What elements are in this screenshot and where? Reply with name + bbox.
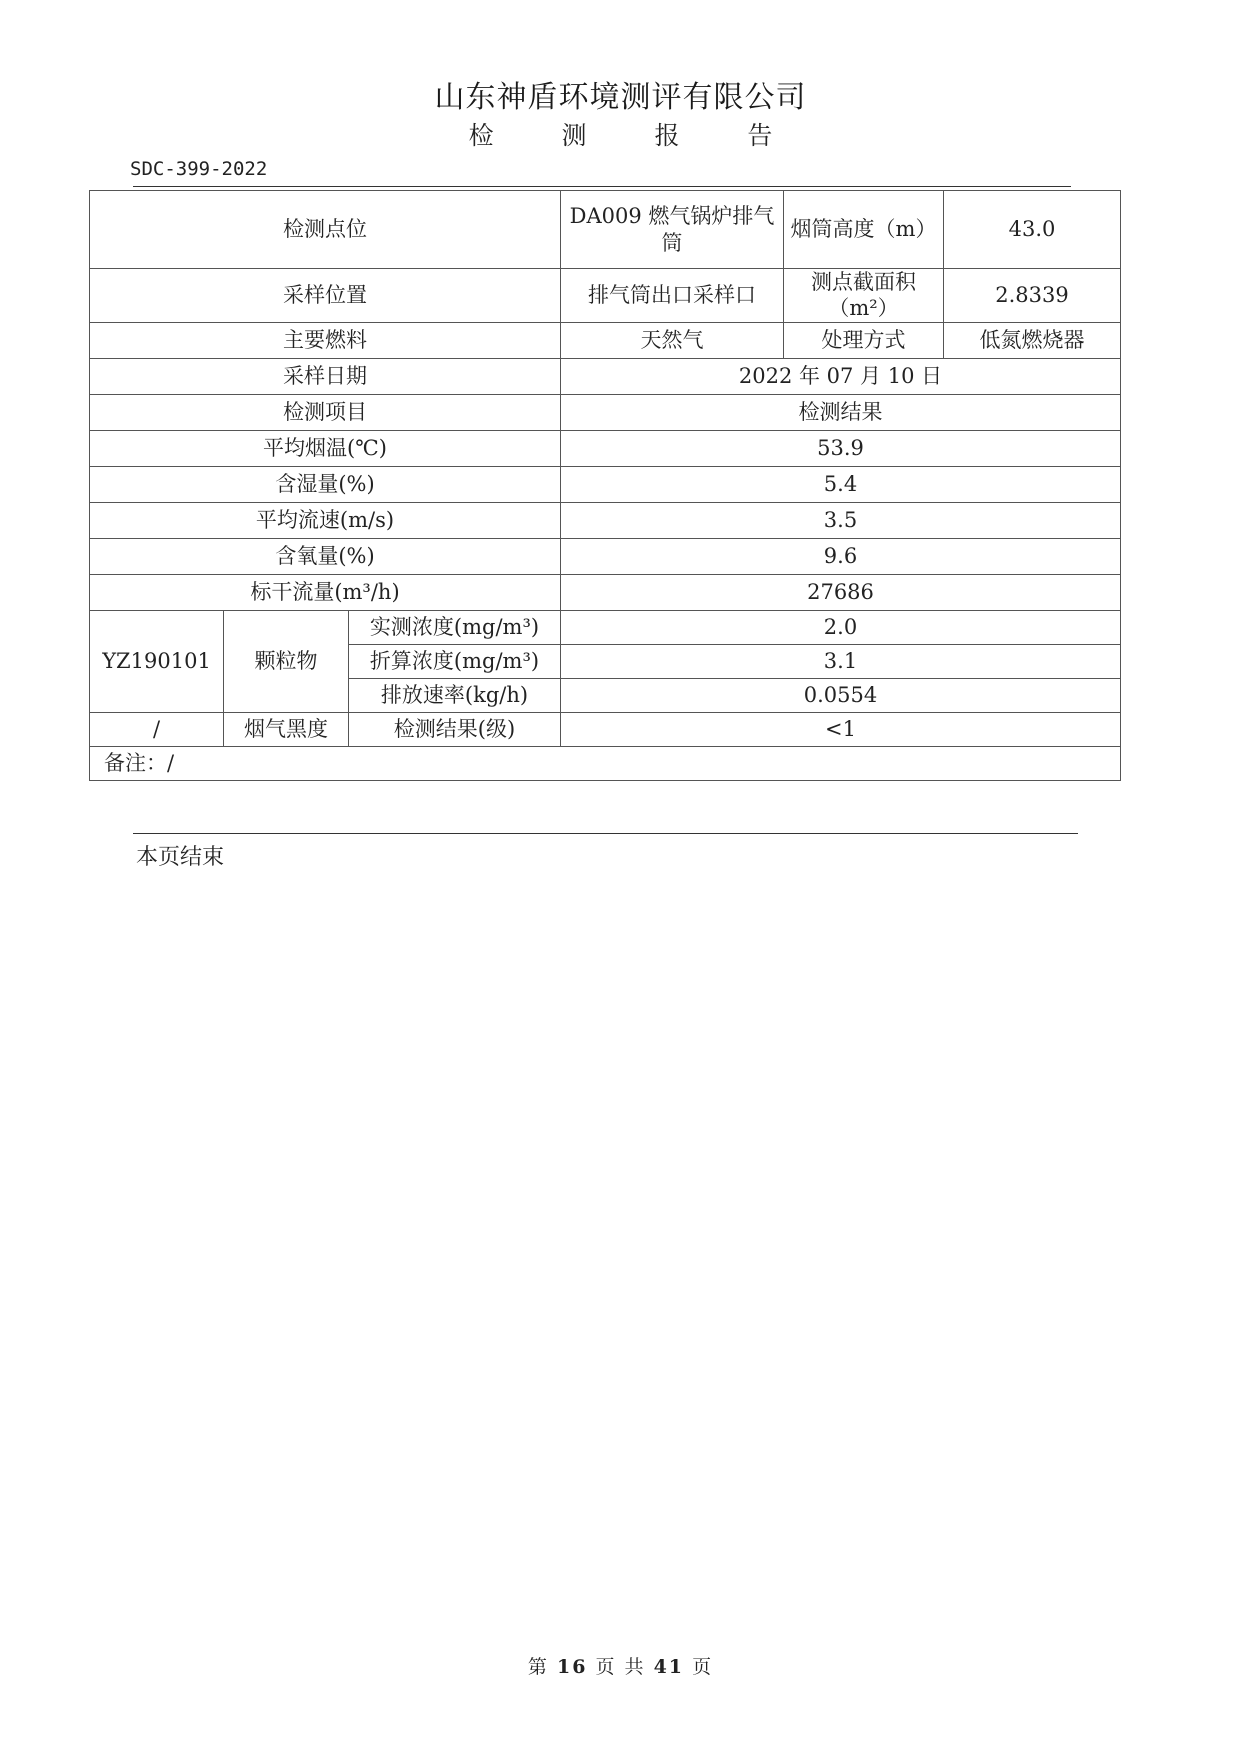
table-row	[90, 610, 1121, 644]
table-row	[90, 538, 1121, 574]
sample-id: YZ190101	[90, 610, 224, 712]
fuel-label: 主要燃料	[90, 322, 561, 358]
particle-item-value: 0.0554	[561, 678, 1121, 712]
particle-item-value: 2.0	[561, 610, 1121, 644]
table-row	[90, 574, 1121, 610]
end-divider	[133, 833, 1078, 834]
smoke-item: 检测结果(级)	[349, 712, 561, 746]
smoke-label: 烟气黑度	[224, 712, 349, 746]
row-value: 9.6	[561, 538, 1121, 574]
table-row	[90, 322, 1121, 358]
page-end-text: 本页结束	[136, 845, 225, 870]
section-area-label: 测点截面积（m²）	[784, 269, 944, 323]
table-row	[90, 191, 1121, 269]
pollutant-name: 颗粒物	[224, 610, 349, 712]
table-row	[90, 466, 1121, 502]
point-value: DA009 燃气锅炉排气筒	[561, 191, 784, 269]
row-value: 27686	[561, 574, 1121, 610]
smoke-id: /	[90, 712, 224, 746]
row-value: 53.9	[561, 430, 1121, 466]
page-suffix: 页	[692, 1656, 714, 1678]
test-report-table	[89, 190, 1121, 781]
table-row	[90, 358, 1121, 394]
fuel-value: 天然气	[561, 322, 784, 358]
particle-item-label: 折算浓度(mg/m³)	[349, 644, 561, 678]
row-value: 5.4	[561, 466, 1121, 502]
table-row	[90, 746, 1121, 780]
row-label: 含氧量(%)	[90, 538, 561, 574]
particle-item-label: 实测浓度(mg/m³)	[349, 610, 561, 644]
page-total: 41	[653, 1656, 685, 1678]
table-row	[90, 712, 1121, 746]
particle-item-value: 3.1	[561, 644, 1121, 678]
stack-height-value: 43.0	[944, 191, 1121, 269]
row-label: 平均烟温(℃)	[90, 430, 561, 466]
page-prefix: 第	[527, 1656, 549, 1678]
treatment-label: 处理方式	[784, 322, 944, 358]
point-label: 检测点位	[90, 191, 561, 269]
page-number	[0, 1652, 1241, 1679]
particle-item-label: 排放速率(kg/h)	[349, 678, 561, 712]
item-header: 检测项目	[90, 394, 561, 430]
sampling-position-label: 采样位置	[90, 269, 561, 323]
table-row	[90, 394, 1121, 430]
row-label: 含湿量(%)	[90, 466, 561, 502]
row-label: 标干流量(m³/h)	[90, 574, 561, 610]
row-value: 3.5	[561, 502, 1121, 538]
row-label: 平均流速(m/s)	[90, 502, 561, 538]
report-title: 检 测 报 告	[468, 121, 803, 150]
table-row	[90, 430, 1121, 466]
page-current: 16	[556, 1656, 588, 1678]
sampling-position-value: 排气筒出口采样口	[561, 269, 784, 323]
table-row	[90, 269, 1121, 323]
result-header: 检测结果	[561, 394, 1121, 430]
page-middle: 页 共	[595, 1656, 646, 1678]
treatment-value: 低氮燃烧器	[944, 322, 1121, 358]
header-divider	[133, 186, 1071, 187]
stack-height-label: 烟筒高度（m）	[784, 191, 944, 269]
table-row	[90, 502, 1121, 538]
smoke-value: <1	[561, 712, 1121, 746]
date-value: 2022 年 07 月 10 日	[561, 358, 1121, 394]
remark: 备注：/	[90, 746, 1121, 780]
document-number: SDC-399-2022	[130, 158, 268, 180]
company-name: 山东神盾环境测评有限公司	[434, 80, 807, 115]
section-area-value: 2.8339	[944, 269, 1121, 323]
date-label: 采样日期	[90, 358, 561, 394]
